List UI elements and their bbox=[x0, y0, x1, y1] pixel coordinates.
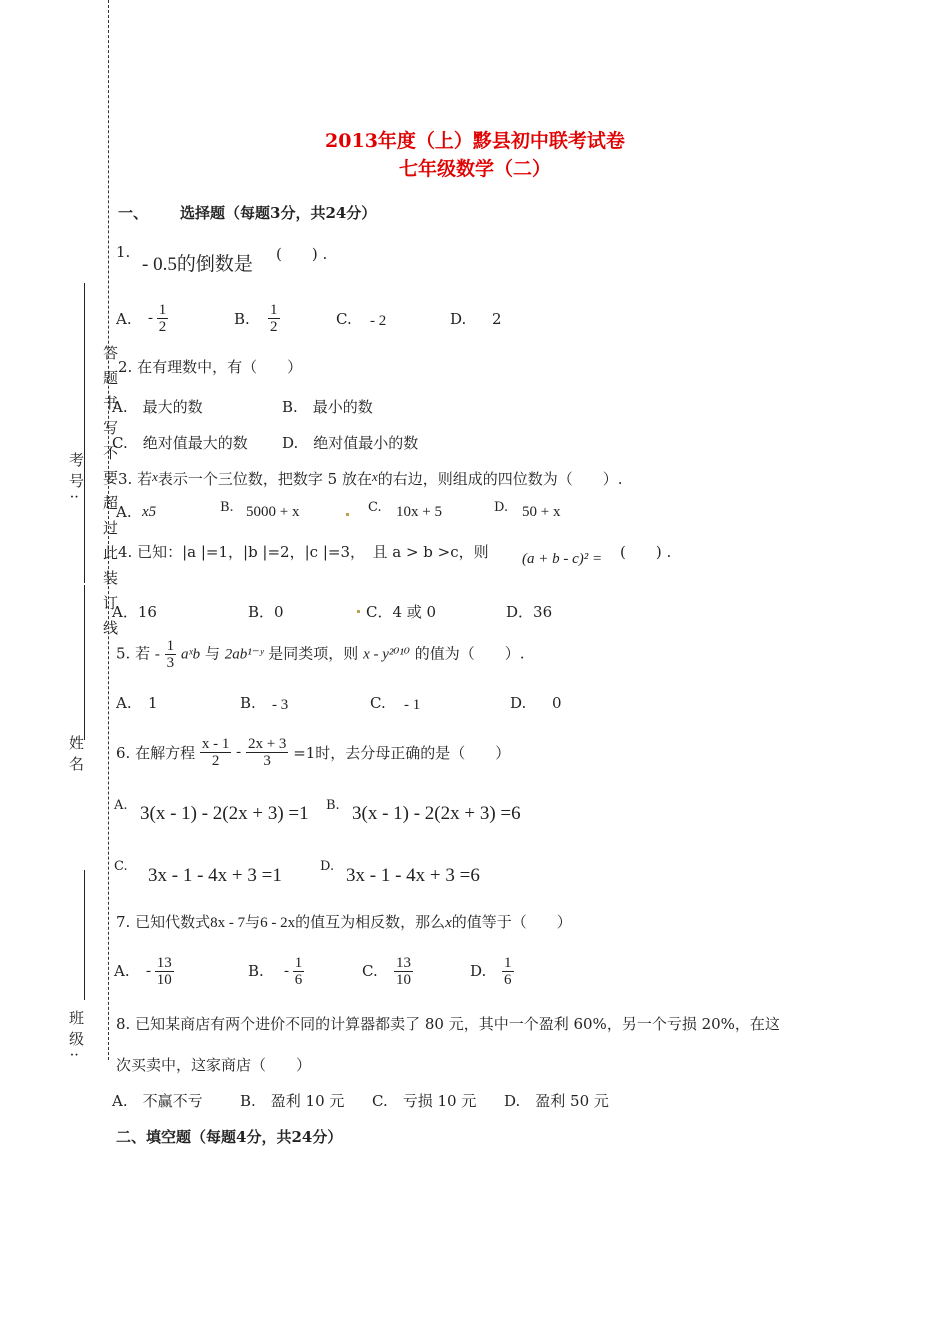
q1-option-d-label: D. bbox=[450, 310, 467, 328]
q5-option-a-label: A. bbox=[116, 694, 132, 712]
q4-option-b: B．0 bbox=[248, 603, 284, 621]
q7-option-d-label: D. bbox=[470, 962, 487, 980]
q7-option-c-label: C. bbox=[362, 962, 378, 980]
section1-num: 一、 bbox=[118, 204, 149, 222]
q8-line2: 次买卖中，这家商店（ ） bbox=[116, 1056, 312, 1074]
q3-option-d-label: D. bbox=[494, 500, 509, 515]
q2-option-a: A. 最大的数 bbox=[112, 398, 203, 416]
q1-option-a: - $\frac{1}{2}$ bbox=[148, 302, 167, 335]
q4-option-d: D．36 bbox=[506, 603, 553, 621]
name-label: 姓名 bbox=[67, 735, 85, 777]
q5-option-d-label: D. bbox=[510, 694, 527, 712]
q2-text: 2. 在有理数中，有（ ） bbox=[118, 358, 303, 376]
q2-option-c: C. 绝对值最大的数 bbox=[112, 434, 248, 452]
exam-title: 2013年度（上）黟县初中联考试卷 bbox=[325, 130, 625, 152]
q5-stem: 5. 若 - $\frac{1}{3}$ aˣb 与 2ab¹⁻ʸ 是同类项，则 x - y²⁰¹⁰ 的值为（ ）. bbox=[116, 638, 525, 671]
q7-stem: 7. 已知代数式8x - 7与6 - 2x的值互为相反数，那么x的值等于（ ） bbox=[116, 913, 572, 931]
q8-option-a: A. 不赢不亏 bbox=[112, 1092, 203, 1110]
q3-option-a: x5 bbox=[142, 504, 157, 520]
q5-option-d: 0 bbox=[552, 694, 562, 712]
q5-option-b: - 3 bbox=[272, 697, 289, 713]
q7-option-b-label: B. bbox=[248, 962, 264, 980]
q8-option-b: B. 盈利 10 元 bbox=[240, 1092, 345, 1110]
q7-option-d: $\frac{1}{6}$ bbox=[504, 955, 512, 988]
q4-text: 4. 已知：|a |=1，|b |=2，|c |=3， 且 a > b >c，则 bbox=[118, 543, 489, 561]
q1-option-a-label: A. bbox=[116, 310, 132, 328]
q6-option-a: 3(x - 1) - 2(2x + 3) =1 bbox=[140, 803, 309, 824]
q6-option-b: 3(x - 1) - 2(2x + 3) =6 bbox=[352, 803, 521, 824]
q1-option-d: 2 bbox=[492, 310, 502, 328]
q3-option-c-label: C. bbox=[368, 500, 382, 515]
q1-option-c: - 2 bbox=[370, 313, 387, 329]
section1-title: 选择题（每题3分，共24分） bbox=[180, 204, 377, 222]
q4-option-a: A．16 bbox=[112, 603, 157, 621]
q2-option-b: B. 最小的数 bbox=[282, 398, 373, 416]
q4-paren: ( ) . bbox=[620, 543, 672, 561]
class-line bbox=[84, 870, 85, 1000]
q3-option-a-label: A. bbox=[116, 503, 132, 521]
speck-mark bbox=[357, 610, 360, 613]
q3-option-b-label: B. bbox=[220, 500, 234, 515]
q5-option-c: - 1 bbox=[404, 697, 421, 713]
name-line bbox=[84, 585, 85, 740]
q1-option-b: $\frac{1}{2}$ bbox=[270, 302, 278, 335]
q5-option-c-label: C. bbox=[370, 694, 386, 712]
q8-option-d: D. 盈利 50 元 bbox=[504, 1092, 609, 1110]
q3-option-d: 50 + x bbox=[522, 504, 561, 520]
q1-option-c-label: C. bbox=[336, 310, 352, 328]
speck-mark bbox=[346, 513, 349, 516]
q7-option-c: $\frac{13}{10}$ bbox=[396, 955, 411, 988]
q5-option-a: 1 bbox=[148, 694, 158, 712]
q6-option-c-label: C. bbox=[114, 859, 128, 874]
q3-option-b: 5000 + x bbox=[246, 504, 300, 520]
q1-number: 1. bbox=[116, 243, 131, 261]
q4-expression: (a + b - c)² = bbox=[522, 551, 603, 567]
q6-option-d: 3x - 1 - 4x + 3 =6 bbox=[346, 865, 480, 886]
q3-option-c: 10x + 5 bbox=[396, 504, 442, 520]
exam-no-label: 考号: bbox=[67, 452, 85, 506]
q4-option-c: C．4 或 0 bbox=[366, 603, 437, 621]
exam-no-line bbox=[84, 283, 85, 583]
q2-option-d: D. 绝对值最小的数 bbox=[282, 434, 419, 452]
q1-option-b-label: B. bbox=[234, 310, 250, 328]
q6-option-b-label: B. bbox=[326, 798, 340, 813]
section2-title: 二、填空题（每题4分，共24分） bbox=[116, 1128, 343, 1146]
q3-text: 3. 若x表示一个三位数，把数字 5 放在x的右边，则组成的四位数为（ ）. bbox=[118, 469, 623, 488]
q7-option-a-label: A. bbox=[114, 962, 130, 980]
q5-option-b-label: B. bbox=[240, 694, 256, 712]
seal-text: 答题书写不要超过此装订线 bbox=[101, 345, 119, 645]
q6-option-c: 3x - 1 - 4x + 3 =1 bbox=[148, 865, 282, 886]
q7-option-a: - $\frac{13}{10}$ bbox=[146, 955, 172, 988]
q6-option-d-label: D. bbox=[320, 859, 335, 874]
q8-option-c: C. 亏损 10 元 bbox=[372, 1092, 477, 1110]
q1-expression: - 0.5的倒数是 bbox=[142, 254, 253, 275]
class-label: 班级: bbox=[67, 1010, 85, 1064]
q6-stem: 6. 在解方程 $\frac{x - 1}{2}$ - $\frac{2x + 3}{3}$ =1时，去分母正确的是（ ） bbox=[116, 736, 511, 769]
exam-subtitle: 七年级数学（二） bbox=[398, 158, 551, 180]
q1-paren: ( ) . bbox=[276, 245, 328, 263]
q6-option-a-label: A. bbox=[114, 798, 128, 813]
q7-option-b: - $\frac{1}{6}$ bbox=[284, 955, 303, 988]
q8-line1: 8. 已知某商店有两个进价不同的计算器都卖了 80 元，其中一个盈利 60%，另一个亏损 20%，在这 bbox=[116, 1015, 780, 1033]
